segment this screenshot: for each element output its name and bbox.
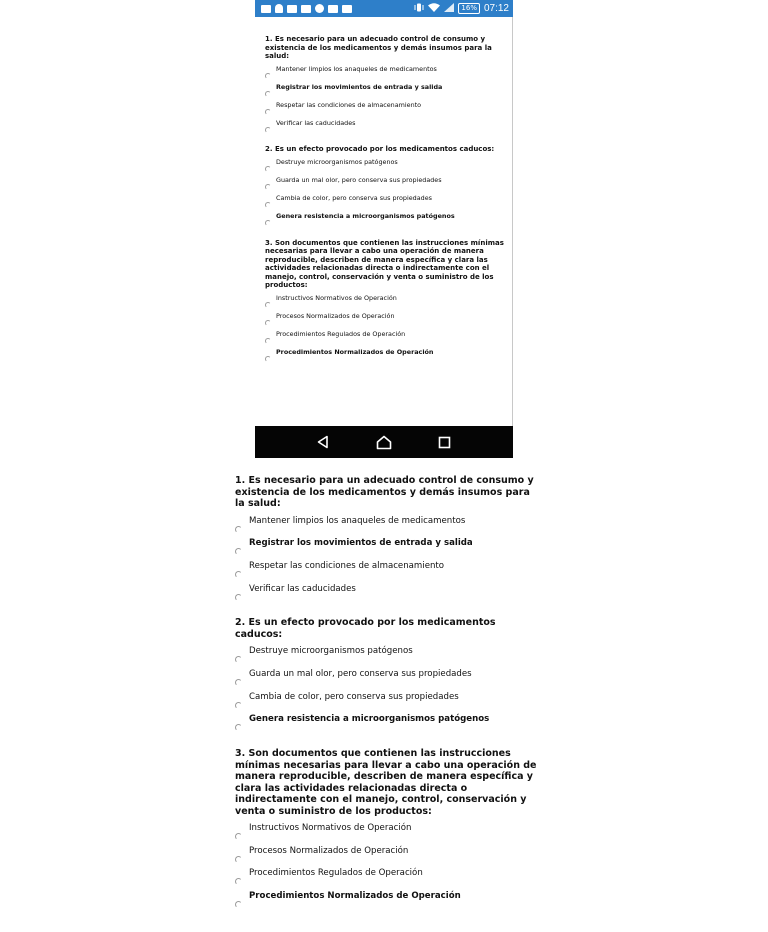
phone-screenshot	[255, 0, 513, 458]
option-label: Mantener limpios los anaqueles de medicamentos	[276, 64, 437, 73]
radio-button[interactable]	[265, 73, 271, 79]
option-label: Destruye microorganismos patógenos	[249, 646, 413, 657]
recents-icon[interactable]	[435, 432, 455, 452]
radio-button[interactable]	[265, 202, 271, 208]
answer-option[interactable]	[235, 891, 541, 914]
radio-button[interactable]	[235, 702, 242, 709]
answer-option[interactable]	[235, 692, 541, 715]
question	[235, 617, 541, 737]
answer-option[interactable]	[265, 65, 511, 83]
option-label: Registrar los movimientos de entrada y salida	[276, 82, 443, 91]
radio-button[interactable]	[235, 594, 242, 601]
radio-button[interactable]	[235, 856, 242, 863]
option-label: Cambia de color, pero conserva sus propiedades	[276, 194, 432, 203]
signal-icon	[444, 3, 454, 15]
back-icon[interactable]	[313, 432, 333, 452]
option-label: Instructivos Normativos de Operación	[249, 823, 412, 833]
option-label: Cambia de color, pero conserva sus propiedades	[249, 691, 459, 702]
system-icons	[414, 3, 509, 15]
radio-button[interactable]	[265, 302, 271, 308]
option-label: Guarda un mal olor, pero conserva sus propiedades	[276, 175, 442, 184]
question	[265, 145, 511, 230]
option-label: Verificar las caducidades	[276, 119, 356, 128]
radio-button[interactable]	[265, 220, 271, 226]
radio-button[interactable]	[235, 833, 242, 840]
option-label: Instructivos Normativos de Operación	[276, 293, 397, 302]
option-label: Procedimientos Normalizados de Operación	[249, 891, 461, 902]
question-title: 2. Es un efecto provocado por los medicamentos caducos:	[265, 145, 495, 154]
question	[235, 475, 541, 606]
answer-option[interactable]	[235, 868, 541, 891]
question	[265, 35, 511, 137]
answer-option[interactable]	[265, 176, 511, 194]
answer-option[interactable]	[235, 584, 541, 607]
answer-option[interactable]	[265, 312, 511, 330]
option-label: Verificar las caducidades	[249, 583, 356, 594]
option-label: Mantener limpios los anaqueles de medicamentos	[249, 515, 466, 526]
wifi-icon	[428, 3, 440, 15]
radio-button[interactable]	[235, 878, 242, 885]
answer-option[interactable]	[235, 823, 541, 846]
answer-option[interactable]	[235, 714, 541, 737]
option-label: Procesos Normalizados de Operación	[276, 311, 395, 320]
message-icon	[261, 5, 271, 13]
answer-option[interactable]	[265, 294, 511, 312]
radio-button[interactable]	[235, 679, 242, 686]
answer-option[interactable]	[265, 330, 511, 348]
answer-option[interactable]	[265, 83, 511, 101]
option-label: Respetar las condiciones de almacenamiento	[276, 100, 422, 109]
navigation-bar	[255, 426, 513, 458]
answer-option[interactable]	[235, 846, 541, 869]
answer-option[interactable]	[265, 194, 511, 212]
notes-icon	[301, 5, 311, 13]
quiz-content	[235, 475, 541, 925]
option-label: Procesos Normalizados de Operación	[249, 845, 409, 856]
answer-option[interactable]	[265, 212, 511, 230]
radio-button[interactable]	[235, 526, 242, 533]
radio-button[interactable]	[265, 91, 271, 97]
question-title: 3. Son documentos que contienen las instrucciones mínimas necesarias para llevar a cabo una operación de manera reproducible, describen de manera específica y clara las actividades relacionadas directa o indirectamente con el manejo, control, conservación y venta o suministro de los productos:	[265, 238, 504, 289]
answer-option[interactable]	[235, 646, 541, 669]
radio-button[interactable]	[235, 656, 242, 663]
battery-icon: 16%	[458, 3, 480, 14]
answer-option[interactable]	[265, 158, 511, 176]
radio-button[interactable]	[265, 166, 271, 172]
radio-button[interactable]	[235, 548, 242, 555]
option-label: Genera resistencia a microorganismos patógenos	[276, 212, 455, 221]
answer-option[interactable]	[265, 119, 511, 137]
answer-option[interactable]	[235, 669, 541, 692]
option-label: Procedimientos Regulados de Operación	[276, 329, 406, 338]
question-title: 1. Es necesario para un adecuado control de consumo y existencia de los medicamentos y demás insumos para la salud:	[265, 35, 492, 60]
notification-icons	[261, 4, 352, 13]
contact-icon	[275, 4, 283, 13]
option-label: Procedimientos Normalizados de Operación	[276, 348, 434, 357]
vibrate-icon	[414, 3, 424, 15]
question-title: 2. Es un efecto provocado por los medicamentos caducos:	[235, 617, 496, 640]
answer-option[interactable]	[265, 348, 511, 366]
clock: 07:12	[483, 3, 509, 14]
answer-option[interactable]	[265, 101, 511, 119]
option-label: Registrar los movimientos de entrada y salida	[249, 538, 473, 549]
radio-button[interactable]	[265, 320, 271, 326]
option-label: Destruye microorganismos patógenos	[276, 157, 398, 166]
radio-button[interactable]	[235, 571, 242, 578]
answer-option[interactable]	[235, 516, 541, 539]
radio-button[interactable]	[265, 109, 271, 115]
option-label: Genera resistencia a microorganismos patógenos	[249, 714, 490, 725]
radio-button[interactable]	[265, 356, 271, 362]
option-label: Procedimientos Regulados de Operación	[249, 868, 423, 879]
option-label: Respetar las condiciones de almacenamiento	[249, 560, 445, 571]
mail-icon	[342, 5, 352, 13]
radio-button[interactable]	[235, 724, 242, 731]
radio-button[interactable]	[265, 338, 271, 344]
gallery-icon	[315, 4, 324, 13]
question	[265, 239, 511, 367]
option-label: Guarda un mal olor, pero conserva sus propiedades	[249, 668, 472, 679]
radio-button[interactable]	[265, 127, 271, 133]
home-icon[interactable]	[374, 432, 394, 452]
answer-option[interactable]	[235, 561, 541, 584]
chat-icon	[287, 5, 297, 13]
quiz-content-phone	[265, 35, 511, 374]
question	[235, 748, 541, 914]
question-title: 3. Son documentos que contienen las instrucciones mínimas necesarias para llevar a cabo una operación de manera reproducible, describen de manera específica y clara las actividades relacionadas directa o indirectamente con el manejo, control, conservación y venta o suministro de los productos:	[235, 748, 537, 817]
radio-button[interactable]	[265, 184, 271, 190]
status-bar	[255, 0, 513, 17]
quiz-enlarged	[226, 462, 544, 924]
question-title: 1. Es necesario para un adecuado control de consumo y existencia de los medicamentos y demás insumos para la salud:	[235, 475, 534, 509]
answer-option[interactable]	[235, 538, 541, 561]
radio-button[interactable]	[235, 901, 242, 908]
gmail-icon	[328, 5, 338, 13]
